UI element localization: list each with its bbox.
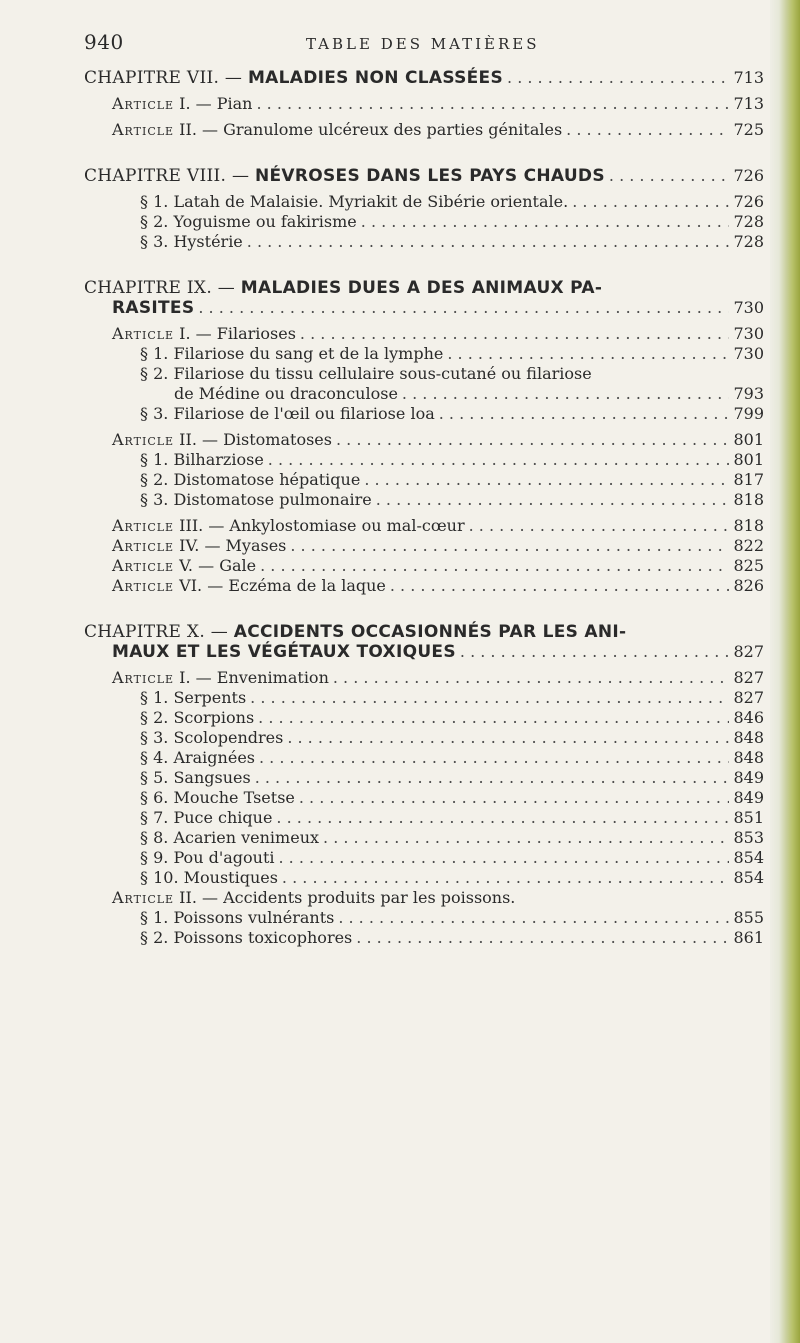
dot-leader [460,642,730,662]
chapter-title: MALADIES DUES A DES ANIMAUX PA- [240,278,603,298]
dot-leader [256,94,729,114]
page-ref: 827 [733,668,764,687]
toc-article-entry[interactable]: Article I. — Pian . . . 713 [84,94,764,114]
toc-section-entry[interactable]: § 6. Mouche Tsetse . . . 849 [84,788,764,808]
toc-section-entry[interactable]: § 9. Pou d'agouti . . . 854 [84,848,764,868]
dot-leader [390,576,730,596]
table-of-contents [84,68,764,948]
dot-leader [300,324,730,344]
toc-article-entry[interactable]: Article I. — Envenimation . . . 827 [84,668,764,688]
toc-section-entry[interactable]: § 3. Distomatose pulmonaire . . . 818 [84,490,764,510]
page-ref: 726 [733,166,764,185]
chapter-8-entry[interactable] [84,166,764,186]
page-ref: 799 [733,404,764,423]
toc-section-entry[interactable]: § 1. Poissons vulnérants . . . 855 [84,908,764,928]
toc-section-entry[interactable]: § 2. Filariose du tissu cellulaire sous-cutané ou filariose [140,364,592,383]
page-ref: 822 [733,536,764,555]
page-ref: 725 [733,120,764,139]
page-ref: 801 [733,430,764,449]
chapter-title: ACCIDENTS OCCASIONNÉS PAR LES ANI- [233,622,627,642]
toc-article-entry[interactable]: Article II. — Granulome ulcéreux des parties génitales . . . 725 [84,120,764,140]
dot-leader [323,828,729,848]
chapter-title: NÉVROSES DANS LES PAYS CHAUDS [254,166,605,186]
page-ref: 855 [733,908,764,927]
page-ref: 817 [733,470,764,489]
page-ref: 861 [733,928,764,947]
dot-leader [447,344,729,364]
page-ref: 793 [733,384,764,403]
dot-leader [469,516,730,536]
dot-leader [439,404,730,424]
running-title: TABLE DES MATIÈRES [306,35,540,53]
dot-leader [268,450,730,470]
chapter-7-entry[interactable] [84,68,764,88]
page-ref: 854 [733,848,764,867]
page-edge-shadow [770,0,800,1343]
page-ref: 818 [733,516,764,535]
toc-article-entry[interactable]: Article II. — Distomatoses . . . 801 [84,430,764,450]
dot-leader [566,120,729,140]
page-ref: 849 [733,788,764,807]
dot-leader [282,868,730,888]
dot-leader [278,848,729,868]
page-ref: 730 [733,324,764,343]
page-ref: 728 [733,232,764,251]
page-ref: 713 [733,94,764,113]
page-ref: 730 [733,344,764,363]
toc-section-entry[interactable]: § 5. Sangsues . . . 849 [84,768,764,788]
page-ref: 826 [733,576,764,595]
chapter-number: CHAPITRE X. — [84,622,229,642]
toc-section-entry[interactable]: § 1. Bilharziose . . . 801 [84,450,764,470]
page-number: 940 [84,30,124,54]
toc-article-entry[interactable]: Article II. — Accidents produits par les poissons. [112,888,516,907]
toc-section-entry[interactable]: § 4. Araignées . . . 848 [84,748,764,768]
toc-section-entry[interactable]: § 10. Moustiques . . . 854 [84,868,764,888]
dot-leader [338,908,729,928]
page-ref: 853 [733,828,764,847]
toc-section-entry[interactable]: § 1. Serpents . . . 827 [84,688,764,708]
dot-leader [507,68,729,88]
chapter-9-entry[interactable] [84,278,764,298]
page-ref: 848 [733,748,764,767]
dot-leader [258,708,729,728]
dot-leader [376,490,730,510]
page-ref: 846 [733,708,764,727]
dot-leader [250,688,729,708]
dot-leader [336,430,729,450]
dot-leader [287,728,729,748]
dot-leader [259,748,729,768]
toc-section-entry[interactable]: § 3. Scolopendres . . . 848 [84,728,764,748]
page-ref: 827 [733,642,764,661]
chapter-number: CHAPITRE IX. — [84,278,236,298]
chapter-10-entry[interactable] [84,622,764,642]
dot-leader [260,556,729,576]
dot-leader [299,788,730,808]
toc-article-entry[interactable]: Article V. — Gale . . . 825 [84,556,764,576]
toc-section-entry[interactable]: § 7. Puce chique . . . 851 [84,808,764,828]
toc-section-entry[interactable]: § 1. Latah de Malaisie. Myriakit de Sibérie orientale. . . . 726 [84,192,764,212]
toc-section-entry[interactable]: § 2. Poissons toxicophores . . . 861 [84,928,764,948]
page-ref: 825 [733,556,764,575]
toc-section-entry-continued[interactable]: de Médine ou draconculose . . . 793 [84,384,764,404]
dot-leader [333,668,730,688]
toc-section-entry[interactable]: § 1. Filariose du sang et de la lymphe . . . 730 [84,344,764,364]
toc-section-entry[interactable]: § 2. Scorpions . . . 846 [84,708,764,728]
page-ref: 827 [733,688,764,707]
toc-article-entry[interactable]: Article IV. — Myases . . . 822 [84,536,764,556]
chapter-title-continued: MAUX ET LES VÉGÉTAUX TOXIQUES [112,642,456,662]
dot-leader [356,928,729,948]
page-ref: 726 [733,192,764,211]
toc-section-entry[interactable]: § 3. Filariose de l'œil ou filariose loa . . . 799 [84,404,764,424]
toc-section-entry[interactable]: § 8. Acarien venimeux . . . 853 [84,828,764,848]
toc-section-entry[interactable]: § 2. Yoguisme ou fakirisme . . . 728 [84,212,764,232]
dot-leader [361,212,730,232]
chapter-number: CHAPITRE VIII. — [84,166,250,186]
page-ref: 801 [733,450,764,469]
toc-article-entry[interactable]: Article III. — Ankylostomiase ou mal-cœur . . . 818 [84,516,764,536]
toc-article-entry[interactable]: Article I. — Filarioses . . . 730 [84,324,764,344]
chapter-number: CHAPITRE VII. — [84,68,243,88]
page-ref: 730 [733,298,764,317]
page-ref: 849 [733,768,764,787]
page-ref: 818 [733,490,764,509]
toc-section-entry[interactable]: § 2. Distomatose hépatique . . . 817 [84,470,764,490]
dot-leader [290,536,729,556]
dot-leader [364,470,729,490]
chapter-title: MALADIES NON CLASSÉES [247,68,504,88]
dot-leader [198,298,729,318]
page-ref: 713 [733,68,764,87]
chapter-title-continued: RASITES [112,298,195,318]
page-ref: 848 [733,728,764,747]
page-ref: 851 [733,808,764,827]
dot-leader [247,232,730,252]
chapter-9-title-continued[interactable] [84,298,764,318]
dot-leader [402,384,730,404]
page-header [84,30,764,60]
toc-section-entry[interactable]: § 3. Hystérie . . . 728 [84,232,764,252]
toc-article-entry[interactable]: Article VI. — Eczéma de la laque . . . 826 [84,576,764,596]
dot-leader [572,192,729,212]
dot-leader [255,768,730,788]
chapter-10-title-continued[interactable] [84,642,764,662]
page-ref: 854 [733,868,764,887]
dot-leader [609,166,730,186]
page-ref: 728 [733,212,764,231]
dot-leader [276,808,729,828]
